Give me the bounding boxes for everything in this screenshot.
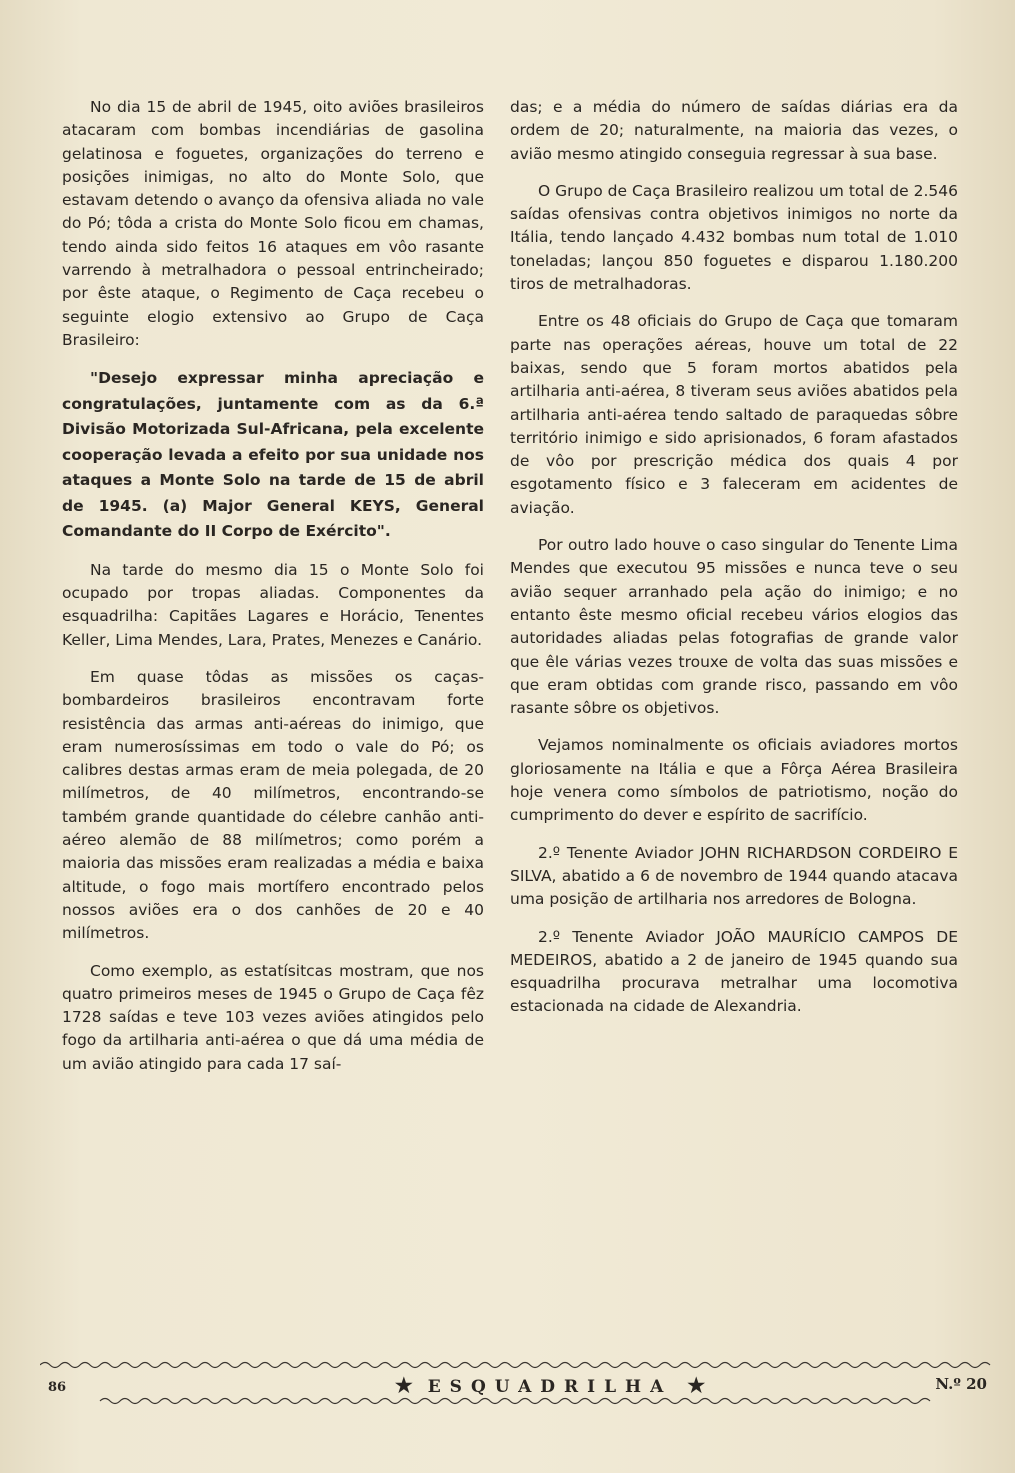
left-column <box>62 96 484 1090</box>
paragraph: 2.º Tenente Aviador JOÃO MAURÍCIO CAMPOS DE MEDEIROS, abatido a 2 de janeiro de 1945 quando sua esquadrilha procurava metralhar uma locomotiva estacionada na cidade de Alexandria. <box>510 927 958 1016</box>
paragraph: O Grupo de Caça Brasileiro realizou um total de 2.546 saídas ofensivas contra objetivos inimigos no norte da Itália, tendo lançado 4.432 bombas num total de 1.010 toneladas; lançou 850 foguetes e disparou 1.180.200 tiros de metralhadoras. <box>510 181 958 294</box>
right-column <box>510 96 958 1033</box>
page-footer <box>40 1360 995 1420</box>
star-icon: ★ <box>687 1373 706 1397</box>
star-icon: ★ <box>394 1373 413 1397</box>
paragraph: Entre os 48 oficiais do Grupo de Caça que tomaram parte nas operações aéreas, houve um total de 22 baixas, sendo que 5 foram mortos abatidos pela artilharia anti-aérea, 8 tiveram seus aviões abatidos pela artilharia anti-aérea tendo saltado de paraquedas sôbre território inimigo e sido aprisionados, 6 foram afastados de vôo por prescrição médica dos quais 4 por esgotamento físico e 3 faleceram em acidentes de aviação. <box>510 312 958 517</box>
paragraph: Em quase tôdas as missões os caças-bombardeiros brasileiros encontravam forte resistência das armas anti-aéreas do inimigo, que eram numerosíssimas em todo o vale do Pó; os calibres destas armas eram de meia polegada, de 20 milímetros, de 40 milímetros, encontrando-se também grande quantidade do célebre canhão anti-aéreo alemão de 88 milímetros; como porém a maioria das missões eram realizadas a média e baixa altitude, o fogo mais mortífero encontrado pelos nossos aviões era o dos canhões de 20 e 40 milímetros. <box>62 667 484 943</box>
paragraph: No dia 15 de abril de 1945, oito aviões brasileiros atacaram com bombas incendiárias de gasolina gelatinosa e foguetes, organizações do terreno e posições inimigas, no alto do Monte Solo, que estavam detendo o avanço da ofensiva aliada no vale do Pó; tôda a crista do Monte Solo ficou em chamas, tendo ainda sido feitos 16 ataques em vôo rasante varrendo à metralhadora o pessoal entrincheirado; por êste ataque, o Regimento de Caça recebeu o seguinte elogio extensivo ao Grupo de Caça Brasileiro: <box>62 98 484 349</box>
magazine-name: ESQUADRILHA <box>427 1377 673 1397</box>
page-number: 86 <box>48 1380 67 1395</box>
issue-number: N.º 20 <box>935 1375 987 1393</box>
commendation-quote: "Desejo expressar minha apreciação e congratulações, juntamente com as da 6.ª Divisão Motorizada Sul-Africana, pela excelente cooperação levada a efeito por sua unidade nos ataques a Monte Solo na tarde de 15 de abril de 1945. (a) Major General KEYS, General Comandante do II Corpo de Exército". <box>62 369 484 541</box>
wavy-rule-top <box>40 1360 995 1370</box>
paragraph: Na tarde do mesmo dia 15 o Monte Solo foi ocupado por tropas aliadas. Componentes da esquadrilha: Capitães Lagares e Horácio, Tenentes Keller, Lima Mendes, Lara, Prates, Menezes e Canário. <box>62 560 484 649</box>
paragraph: 2.º Tenente Aviador JOHN RICHARDSON CORDEIRO E SILVA, abatido a 6 de novembro de 1944 quando atacava uma posição de artilharia nos arredores de Bologna. <box>510 843 958 909</box>
magazine-title <box>340 1373 760 1397</box>
paragraph: Por outro lado houve o caso singular do Tenente Lima Mendes que executou 95 missões e nunca teve o seu avião sequer arranhado pela ação do inimigo; e no entanto êste mesmo oficial recebeu vários elogios das autoridades aliadas pelas fotografias de grande valor que êle várias vezes trouxe de volta das suas missões e que eram obtidas com grande risco, passando em vôo rasante sôbre os objetivos. <box>510 536 958 718</box>
wavy-rule-bottom <box>40 1396 995 1406</box>
paragraph: Vejamos nominalmente os oficiais aviadores mortos gloriosamente na Itália e que a Fôrça Aérea Brasileira hoje venera como símbolos de patriotismo, noção do cumprimento do dever e espírito de sacrifício. <box>510 736 958 825</box>
paragraph-continued: das; e a média do número de saídas diárias era da ordem de 20; naturalmente, na maioria das vezes, o avião mesmo atingido conseguia regressar à sua base. <box>510 98 958 163</box>
paragraph: Como exemplo, as estatísitcas mostram, que nos quatro primeiros meses de 1945 o Grupo de Caça fêz 1728 saídas e teve 103 vezes aviões atingidos pelo fogo da artilharia anti-aérea o que dá uma média de um avião atingido para cada 17 saí- <box>62 961 484 1073</box>
